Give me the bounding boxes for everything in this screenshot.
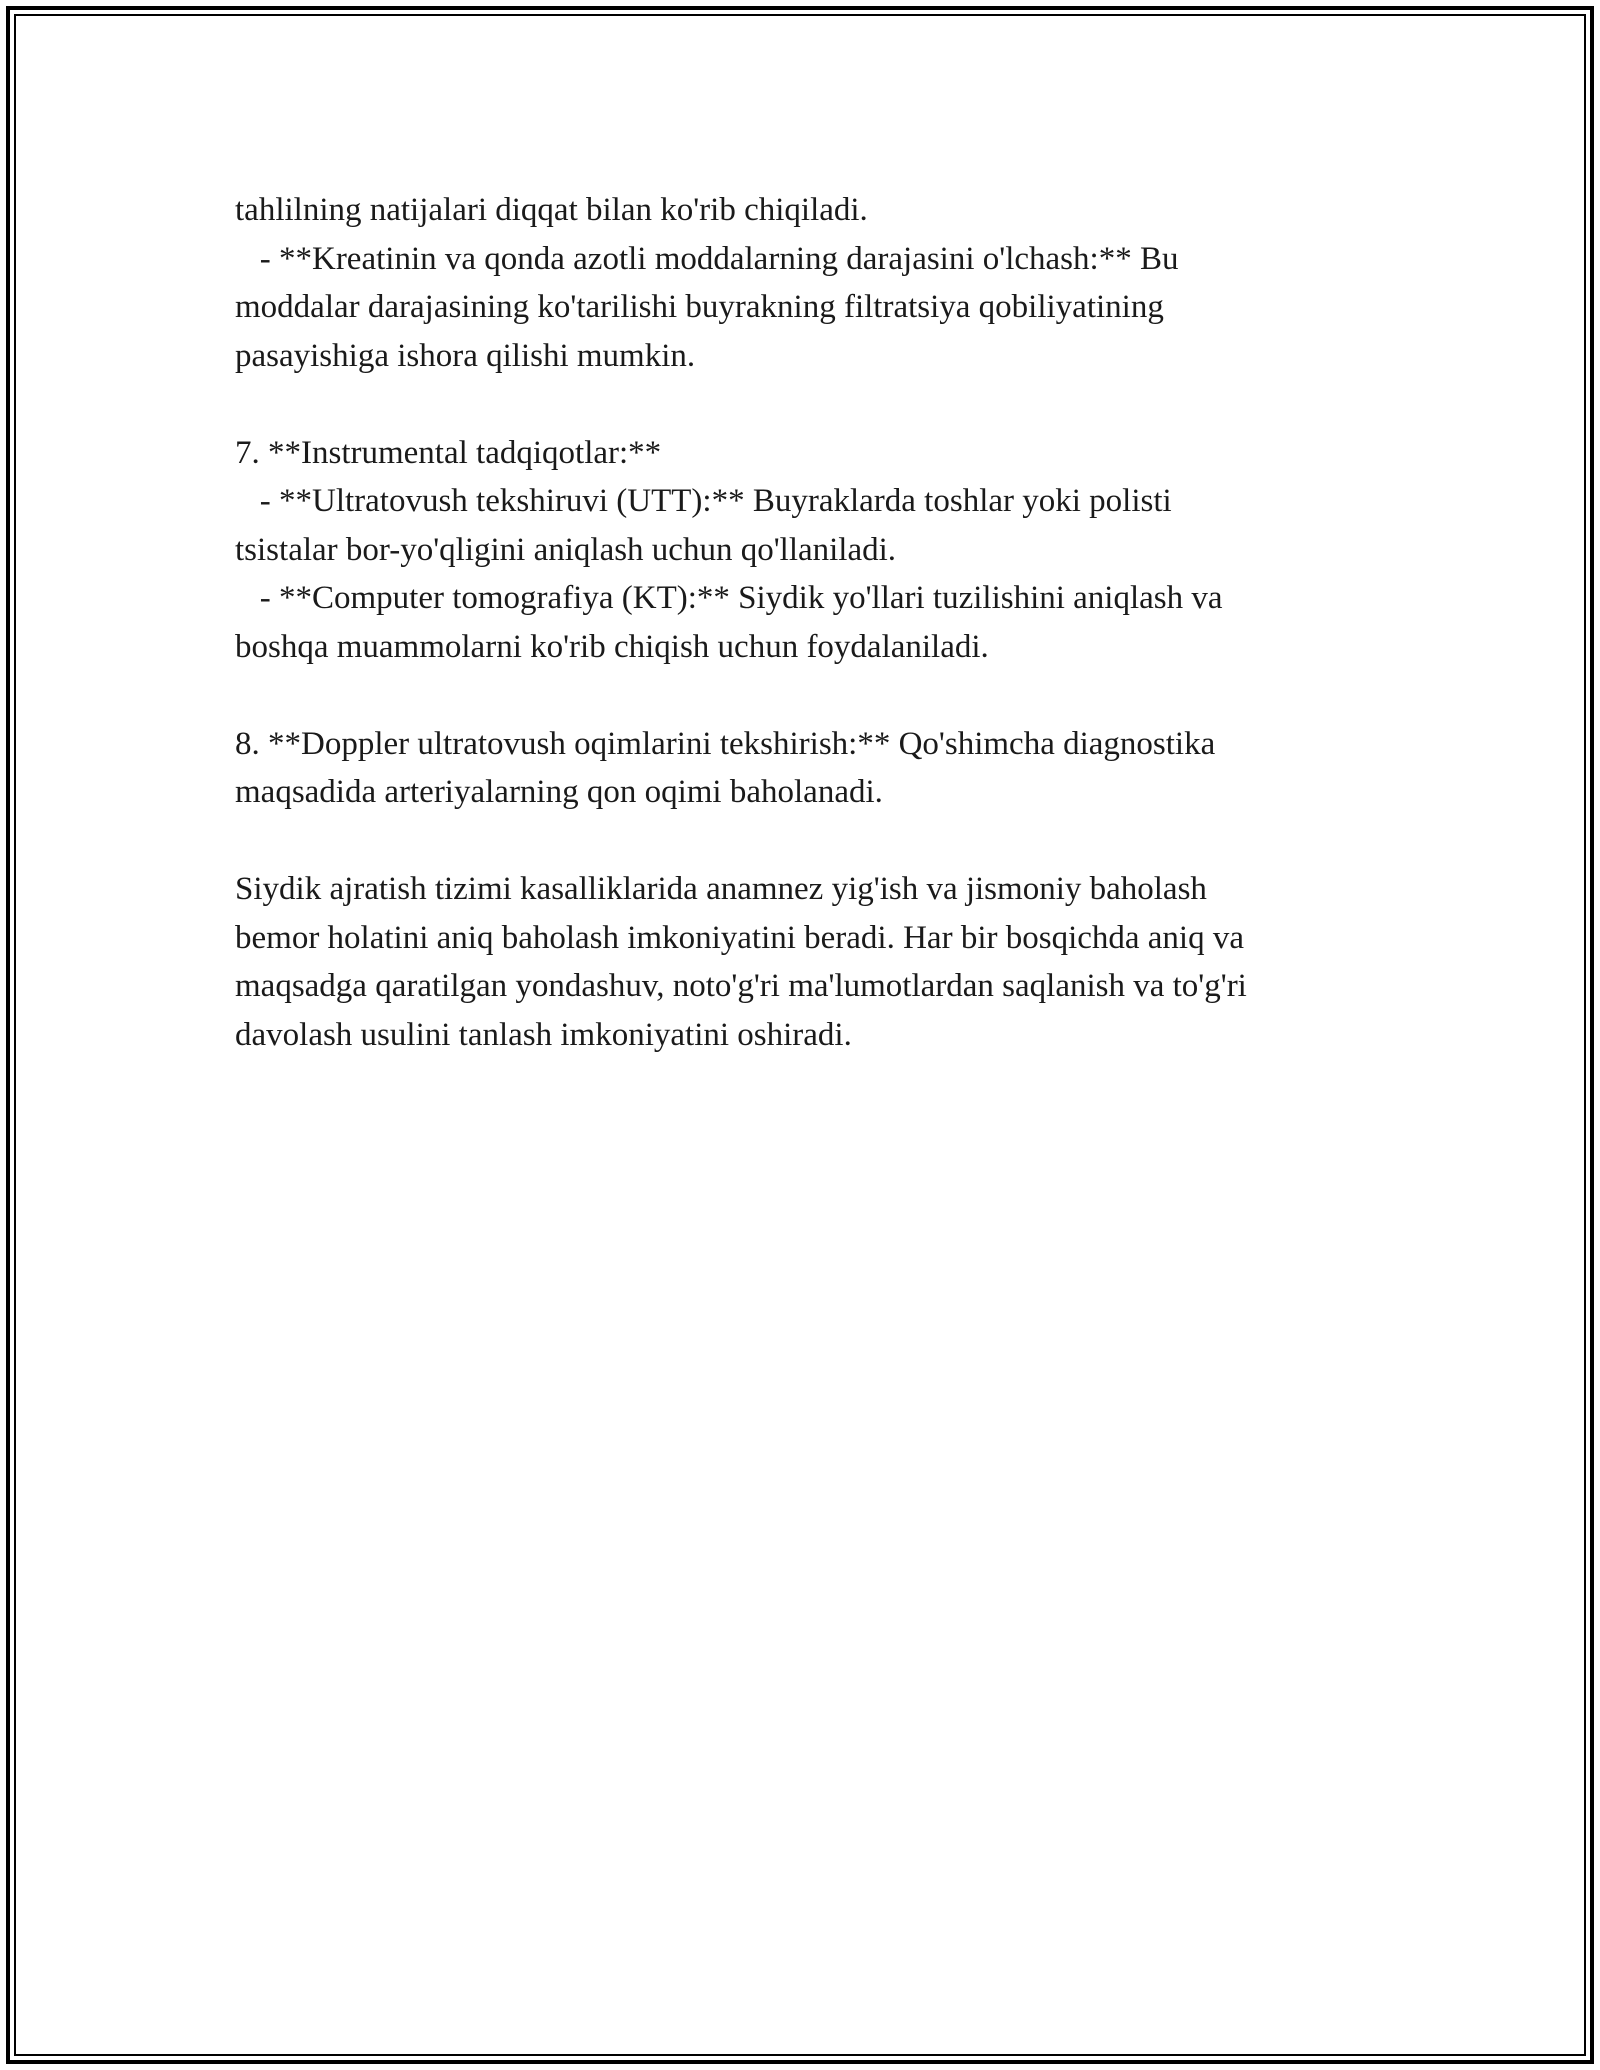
text-line: bemor holatini aniq baholash imkoniyatini beradi. Har bir bosqichda aniq va xyxy=(235,919,1244,956)
paragraph-gap xyxy=(235,817,1385,866)
text-line: pasayishiga ishora qilishi mumkin. xyxy=(235,337,696,374)
text-line: tsistalar bor-yo'qligini aniqlash uchun qo'llaniladi. xyxy=(235,531,897,568)
paragraph-gap xyxy=(235,380,1385,429)
text-line: Siydik ajratish tizimi kasalliklarida anamnez yig'ish va jismoniy baholash xyxy=(235,871,1207,907)
text-line: - **Computer tomografiya (KT):** Siydik yo'llari tuzilishini aniqlash va xyxy=(235,580,1223,616)
text-line: 8. **Doppler ultratovush oqimlarini tekshirish:** Qo'shimcha diagnostika xyxy=(235,725,1216,762)
paragraph-gap xyxy=(235,671,1385,720)
text-line: - **Kreatinin va qonda azotli moddalarning darajasini o'lchash:** Bu xyxy=(235,240,1179,277)
text-line: davolash usulini tanlash imkoniyatini oshiradi. xyxy=(235,1016,852,1053)
document-body xyxy=(235,186,1385,1059)
text-line: - **Ultratovush tekshiruvi (UTT):** Buyraklarda toshlar yoki polisti xyxy=(235,483,1172,519)
text-line: tahlilning natijalari diqqat bilan ko'rib chiqiladi. xyxy=(235,192,868,228)
text-line: 7. **Instrumental tadqiqotlar:** xyxy=(235,434,662,471)
text-line: maqsadga qaratilgan yondashuv, noto'g'ri ma'lumotlardan saqlanish va to'g'ri xyxy=(235,968,1247,1004)
text-line: maqsadida arteriyalarning qon oqimi baholanadi. xyxy=(235,774,883,810)
text-line: moddalar darajasining ko'tarilishi buyrakning filtratsiya qobiliyatining xyxy=(235,289,1164,325)
text-line: boshqa muammolarni ko'rib chiqish uchun foydalaniladi. xyxy=(235,628,989,665)
